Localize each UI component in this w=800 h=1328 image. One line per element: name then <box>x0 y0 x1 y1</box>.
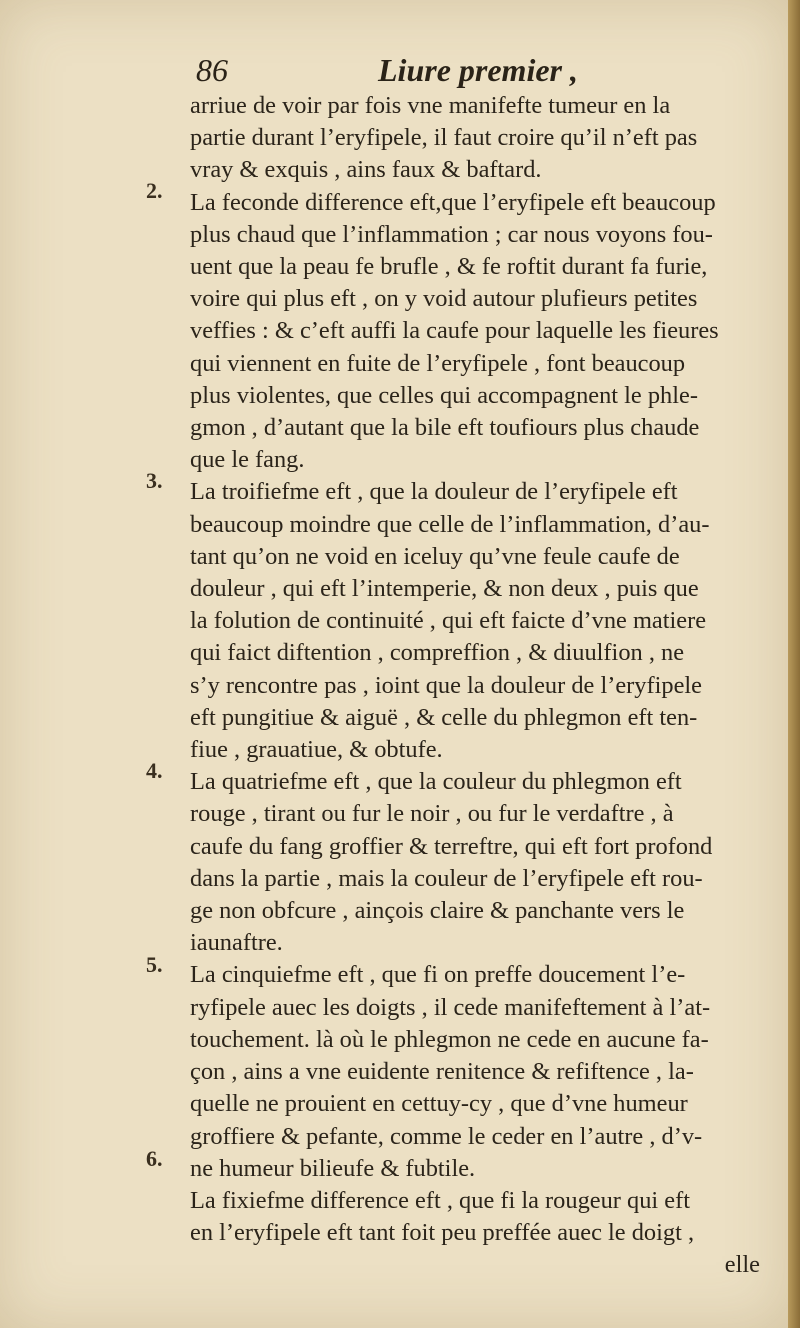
text-line: en l’eryfipele eft tant foit peu preffée auec le doigt , <box>190 1219 695 1247</box>
text-line: douleur , qui eft l’intemperie, & non deux , puis que <box>190 575 699 603</box>
text-line: ryfipele auec les doigts , il cede manifeftement à l’at- <box>190 993 711 1021</box>
text-line: tant qu’on ne void en iceluy qu’vne feule caufe de <box>190 542 680 570</box>
text-line: gmon , d’autant que la bile eft toufiours plus chaude <box>190 414 700 442</box>
text-line: touchement. là où le phlegmon ne cede en aucune fa- <box>190 1025 709 1053</box>
text-line: que le fang. <box>190 446 305 474</box>
text-line: rouge , tirant ou fur le noir , ou fur le verdaftre , à <box>190 800 674 828</box>
margin-number-6: 6. <box>146 1146 163 1171</box>
text-line: çon , ains a vne euidente renitence & refiftence , la- <box>190 1058 694 1086</box>
margin-number-3: 3. <box>146 468 163 493</box>
text-line: partie durant l’eryfipele, il faut croire qu’il n’eft pas <box>190 124 698 152</box>
text-line: fiue , grauatiue, & obtufe. <box>190 736 443 764</box>
text-line: eft pungitiue & aiguë , & celle du phlegmon eft ten- <box>190 703 698 731</box>
text-line: dans la partie , mais la couleur de l’eryfipele eft rou- <box>190 864 703 892</box>
text-line: La feconde difference eft,que l’eryfipele eft beaucoup <box>190 188 716 216</box>
text-line: voire qui plus eft , on y void autour plufieurs petites <box>190 285 698 313</box>
text-line: ne humeur bilieufe & fubtile. <box>190 1154 476 1182</box>
text-line: caufe du fang groffier & terreftre, qui eft fort profond <box>190 832 713 860</box>
text-line: veffies : & c’eft auffi la caufe pour laquelle les fieures <box>190 317 719 345</box>
text-line: plus chaud que l’inflammation ; car nous voyons fou- <box>190 220 713 248</box>
margin-number-4: 4. <box>146 758 163 783</box>
text-line: ge non obfcure , ainçois claire & panchante vers le <box>190 897 685 925</box>
margin-number-2: 2. <box>146 178 163 203</box>
body-text <box>190 90 760 1282</box>
text-line: plus violentes, que celles qui accompagnent le phle- <box>190 381 698 409</box>
running-title: Liure premier , <box>378 52 578 88</box>
text-line: la folution de continuité , qui eft faicte d’vne matiere <box>190 607 707 635</box>
page-header <box>190 52 630 92</box>
catchword: elle <box>724 1251 760 1279</box>
text-line: iaunaftre. <box>190 929 283 957</box>
text-line: qui viennent en fuite de l’eryfipele , font beaucoup <box>190 349 686 377</box>
margin-number-5: 5. <box>146 952 163 977</box>
text-line: beaucoup moindre que celle de l’inflammation, d’au- <box>190 510 710 538</box>
text-line: uent que la peau fe brufle , & fe roftit durant fa furie, <box>190 253 708 281</box>
text-line: groffiere & pefante, comme le ceder en l’autre , d’v- <box>190 1122 703 1150</box>
text-line: quelle ne prouient en cettuy-cy , que d’vne humeur <box>190 1090 688 1118</box>
text-line: s’y rencontre pas , ioint que la douleur de l’eryfipele <box>190 671 703 699</box>
text-line: La cinquiefme eft , que fi on preffe doucement l’e- <box>190 961 686 989</box>
text-line: arriue de voir par fois vne manifefte tumeur en la <box>190 92 671 119</box>
text-line: vray & exquis , ains faux & baftard. <box>190 156 542 184</box>
text-line: qui faict diftention , compreffion , & diuulfion , ne <box>190 639 685 667</box>
page-number: 86 <box>196 52 228 88</box>
text-line: La quatriefme eft , que la couleur du phlegmon eft <box>190 768 682 796</box>
text-line: La fixiefme difference eft , que fi la rougeur qui eft <box>190 1186 690 1214</box>
text-line: La troifiefme eft , que la douleur de l’eryfipele eft <box>190 478 678 506</box>
book-gutter <box>788 0 800 1328</box>
